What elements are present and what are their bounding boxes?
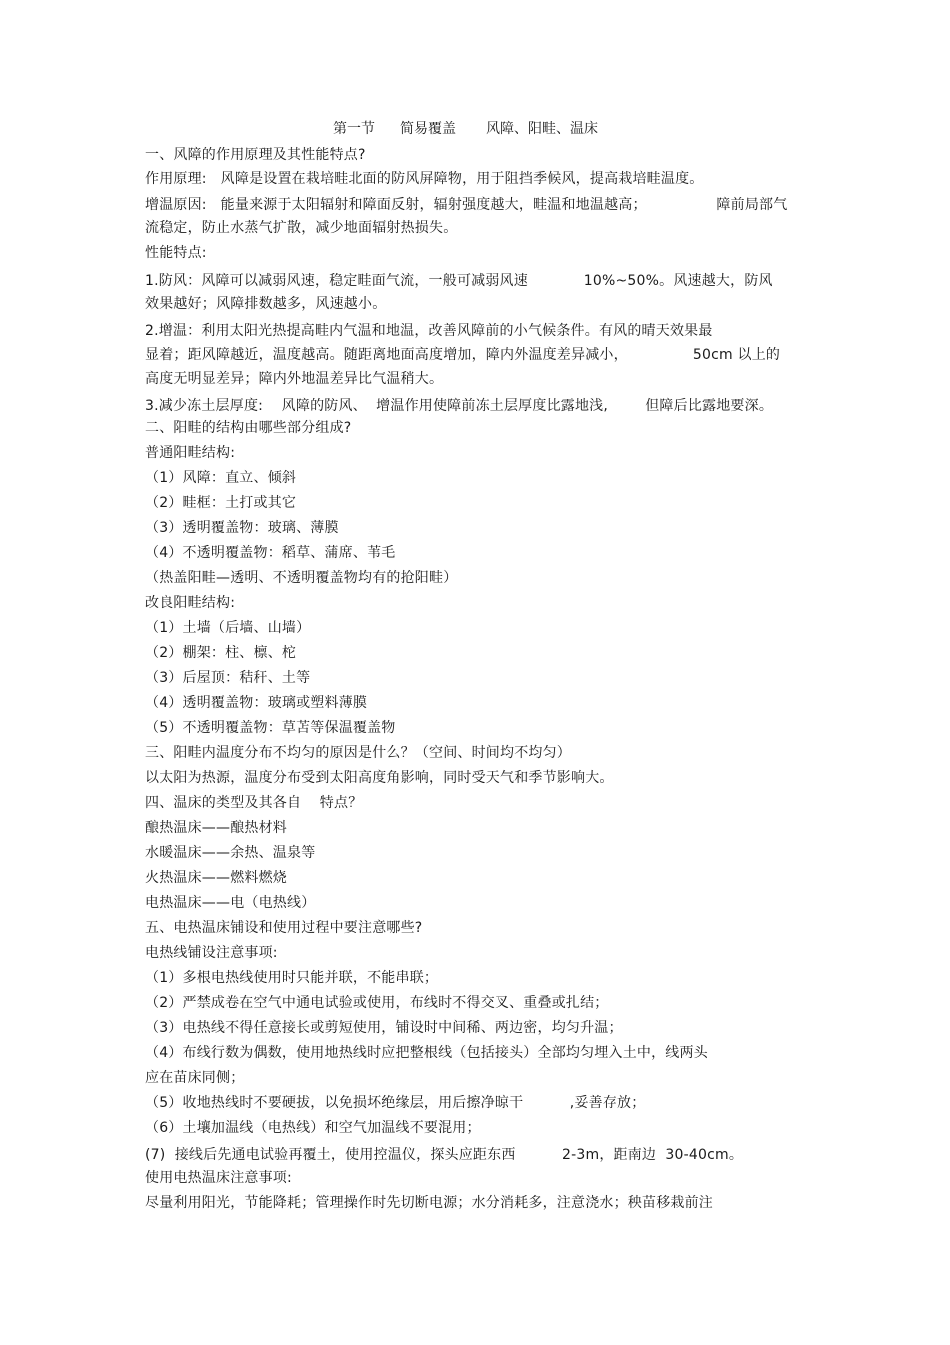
list-item: （1）多根电热线使用时只能并联，不能串联； — [145, 970, 439, 986]
list-item: （3）后屋顶：秸秆、土等 — [145, 670, 311, 686]
list-item: (7) 接线后先通电试验再覆土，使用控温仪，探头应距东西 2-3m，距南边 30-40cm。 — [145, 1147, 744, 1163]
list-item: （3）电热线不得任意接长或剪短使用，铺设时中间稀、两边密，均匀升温； — [145, 1020, 623, 1036]
list-item: （1）风障：直立、倾斜 — [145, 470, 297, 486]
list-item: （1）土墙（后墙、山墙） — [145, 620, 311, 636]
paragraph-line: 1.防风：风障可以减弱风速，稳定畦面气流，一般可减弱风速 10%~50%。风速越大，防风 — [145, 273, 773, 289]
paragraph-line: 3.减少冻土层厚度: 风障的防风、 增温作用使障前冻土层厚度比露地浅, 但障后比露地要深。 — [145, 398, 774, 414]
list-item: 应在苗床同侧； — [145, 1070, 245, 1086]
list-heading: 电热线铺设注意事项: — [145, 945, 278, 961]
list-note: （热盖阳畦—透明、不透明覆盖物均有的抢阳畦） — [145, 570, 458, 586]
list-item: 电热温床——电（电热线） — [145, 895, 316, 911]
list-item: （5）不透明覆盖物：草苫等保温覆盖物 — [145, 720, 396, 736]
paragraph-line: 效果越好；风障排数越多，风速越小。 — [145, 296, 387, 312]
heading-1: 一、风障的作用原理及其性能特点? — [145, 147, 366, 163]
list-item: （2）棚架：柱、檩、柁 — [145, 645, 297, 661]
heading-5: 五、电热温床铺设和使用过程中要注意哪些? — [145, 920, 423, 936]
list-item: （4）布线行数为偶数，使用地热线时应把整根线（包括接头）全部均匀埋入土中，线两头 — [145, 1045, 708, 1061]
list-item: 火热温床——燃料燃烧 — [145, 870, 287, 886]
list-item: （3）透明覆盖物：玻璃、薄膜 — [145, 520, 339, 536]
paragraph-line: 高度无明显差异；障内外地温差异比气温稍大。 — [145, 371, 444, 387]
paragraph-line: 性能特点: — [145, 245, 207, 261]
heading-2: 二、阳畦的结构由哪些部分组成? — [145, 420, 352, 436]
list-item: （2）严禁成卷在空气中通电试验或使用，布线时不得交叉、重叠或扎结； — [145, 995, 609, 1011]
list-item: （5）收地热线时不要硬拔，以免损坏绝缘层，用后擦净晾干 ,妥善存放； — [145, 1095, 646, 1111]
paragraph-line: 作用原理: 风障是设置在栽培畦北面的防风屏障物，用于阻挡季候风，提高栽培畦温度。 — [145, 171, 704, 187]
list-item: 水暖温床——余热、温泉等 — [145, 845, 316, 861]
list-item: （6）土壤加温线（电热线）和空气加温线不要混用； — [145, 1120, 481, 1136]
paragraph-line: 以太阳为热源，温度分布受到太阳高度角影响，同时受天气和季节影响大。 — [145, 770, 614, 786]
list-item: （2）畦框：土打或其它 — [145, 495, 297, 511]
paragraph-line: 2.增温：利用太阳光热提高畦内气温和地温，改善风障前的小气候条件。有风的晴天效果最 — [145, 323, 713, 339]
list-heading: 普通阳畦结构: — [145, 445, 236, 461]
paragraph-line: 尽量利用阳光，节能降耗；管理操作时先切断电源；水分消耗多，注意浇水；秧苗移栽前注 — [145, 1195, 713, 1211]
list-item: 酿热温床——酿热材料 — [145, 820, 287, 836]
paragraph-line: 显着；距风障越近，温度越高。随距离地面高度增加，障内外温度差异减小， 50cm 以上的 — [145, 347, 781, 363]
list-heading: 改良阳畦结构: — [145, 595, 236, 611]
heading-3: 三、阳畦内温度分布不均匀的原因是什么？（空间、时间均不均匀） — [145, 745, 571, 761]
list-item: （4）透明覆盖物：玻璃或塑料薄膜 — [145, 695, 368, 711]
list-heading: 使用电热温床注意事项: — [145, 1170, 292, 1186]
paragraph-line: 增温原因: 能量来源于太阳辐射和障面反射，辐射强度越大，畦温和地温越高； 障前局部气 — [145, 197, 788, 213]
section-number: 第一节 — [333, 121, 375, 137]
section-title: 简易覆盖 — [400, 121, 456, 137]
list-item: （4）不透明覆盖物：稻草、蒲席、苇毛 — [145, 545, 396, 561]
heading-4: 四、温床的类型及其各自 特点？ — [145, 795, 363, 811]
section-subtitle: 风障、阳畦、温床 — [486, 121, 598, 137]
paragraph-line: 流稳定，防止水蒸气扩散，减少地面辐射热损失。 — [145, 220, 458, 236]
